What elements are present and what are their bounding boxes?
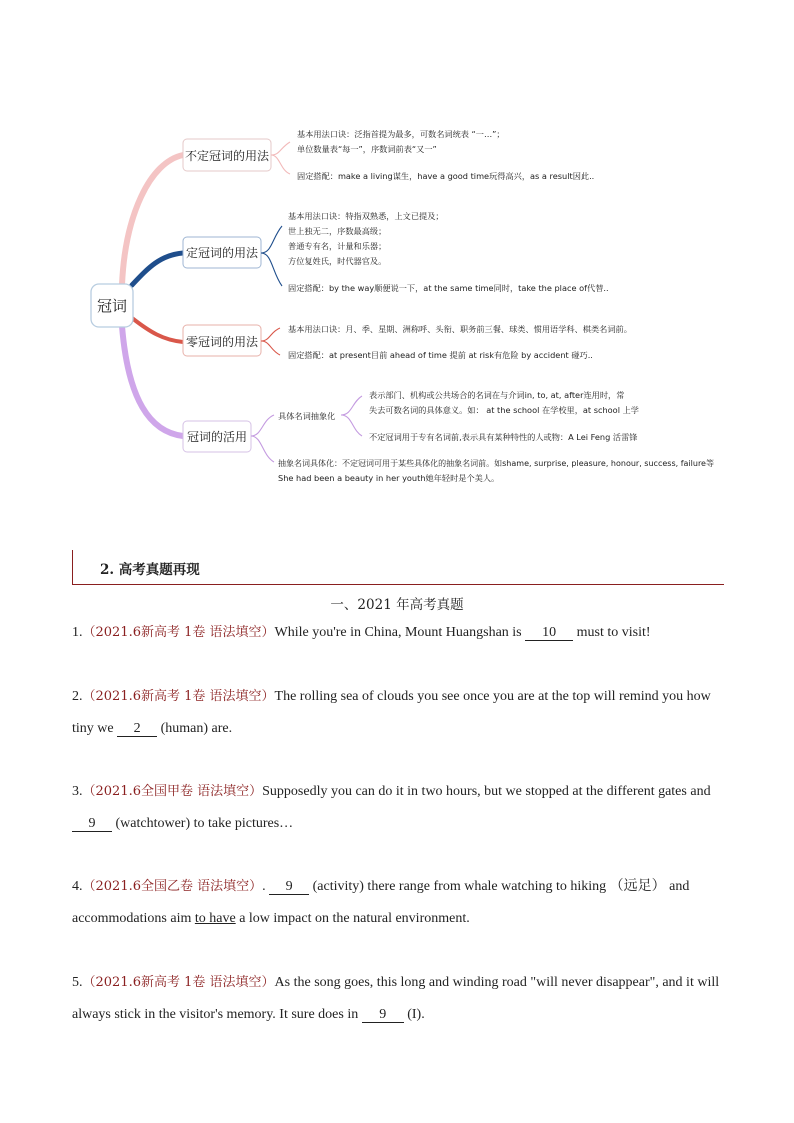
question-number: 5. bbox=[72, 975, 83, 990]
answer-blank[interactable]: 2 bbox=[117, 721, 157, 737]
question-3 bbox=[72, 776, 724, 840]
definite-fixed-phrases: 固定搭配：by the way顺便说一下，at the same time同时，take the place of代替.. bbox=[288, 283, 609, 293]
answer-blank[interactable]: 9 bbox=[362, 1007, 404, 1023]
question-text: The rolling sea of clouds you see once you are at the top will remind you how tiny we bbox=[72, 689, 711, 736]
section-title: 2. 高考真题再现 bbox=[100, 562, 200, 578]
flexible-sub-line-3: 不定冠词用于专有名词前,表示具有某种特性的人或物：A Lei Feng 活雷锋 bbox=[369, 432, 638, 442]
question-5 bbox=[72, 967, 724, 1031]
definite-rule-line-3: 普通专有名，计量和乐器； bbox=[288, 241, 387, 251]
question-text: (activity) there range from whale watching to hiking （远足） and accommodations aim bbox=[72, 879, 690, 926]
exam-year-subtitle: 一、2021 年高考真题 bbox=[330, 597, 464, 613]
question-text: must to visit! bbox=[573, 625, 651, 640]
flexible-abstract-line-1: 抽象名词具体化：不定冠词可用于某些具体化的抽象名词前。如shame, surprise, pleasure, honour, success, failure等 bbox=[278, 458, 714, 468]
question-2 bbox=[72, 681, 724, 745]
question-text: (human) are. bbox=[157, 721, 233, 736]
leaf-connector bbox=[341, 415, 362, 436]
branch-label-flexible: 冠词的活用 bbox=[186, 430, 248, 444]
leaf-connector bbox=[261, 341, 280, 355]
question-number: 3. bbox=[72, 784, 83, 799]
question-text: . bbox=[262, 879, 270, 894]
flexible-sub-line-1: 表示部门、机构或公共场合的名词在与介词in, to, at, after连用时，常 bbox=[369, 390, 625, 400]
definite-rule-line-1: 基本用法口诀：特指双熟悉，上文已提及； bbox=[288, 211, 444, 221]
mindmap-root-label: 冠词 bbox=[96, 297, 128, 315]
question-number: 1. bbox=[72, 625, 83, 640]
mindmap bbox=[0, 0, 794, 510]
leaf-connector bbox=[261, 226, 282, 253]
question-1 bbox=[72, 617, 724, 649]
leaf-connector bbox=[251, 436, 274, 462]
question-source: （2021.6全国甲卷 语法填空） bbox=[82, 784, 263, 799]
question-number: 2. bbox=[72, 689, 83, 704]
question-number: 4. bbox=[72, 879, 83, 894]
leaf-connector bbox=[261, 328, 280, 341]
question-source: （2021.6新高考 1卷 语法填空） bbox=[82, 975, 275, 990]
leaf-connector bbox=[261, 253, 282, 286]
branch-label-indefinite: 不定冠词的用法 bbox=[184, 149, 270, 163]
leaf-connector bbox=[271, 142, 290, 155]
indefinite-rule-line-2: 单位数量表“每一”，序数词前表“又一” bbox=[297, 144, 437, 154]
flexible-sub-line-2: 失去可数名词的具体意义。如： at the school 在学校里，at school 上学 bbox=[369, 405, 639, 415]
answer-blank[interactable]: 10 bbox=[525, 625, 573, 641]
leaf-connector bbox=[251, 415, 274, 436]
indefinite-fixed-phrases: 固定搭配：make a living谋生，have a good time玩得高兴，as a result因此.. bbox=[297, 171, 595, 181]
question-text: As the song goes, this long and winding road "will never disappear", and it will always stick in the visitor's memory. It sure does in bbox=[72, 975, 720, 1022]
answer-blank[interactable]: 9 bbox=[269, 879, 309, 895]
underlined-phrase: to have bbox=[194, 911, 236, 926]
question-text: Supposedly you can do it in two hours, but we stopped at the different gates and bbox=[262, 784, 711, 799]
branch-connector-2 bbox=[132, 253, 183, 285]
branch-label-zero: 零冠词的用法 bbox=[185, 335, 259, 349]
question-source: （2021.6新高考 1卷 语法填空） bbox=[82, 625, 275, 640]
zero-fixed-phrases: 固定搭配：at present目前 ahead of time 提前 at risk有危险 by accident 碰巧.. bbox=[288, 350, 593, 360]
definite-rule-line-4: 方位复姓氏，时代器官及。 bbox=[288, 256, 387, 266]
flexible-abstract-line-2: She had been a beauty in her youth她年轻时是个美人。 bbox=[278, 473, 500, 483]
zero-rule-line: 基本用法口诀：月、季、星期、洲称呼、头衔、职务前三餐、球类、惯用语学科、棋类名词前。 bbox=[288, 324, 632, 334]
indefinite-rule-line-1: 基本用法口诀：泛指首提为最多，可数名词统表 “一…”； bbox=[297, 129, 505, 139]
section-heading bbox=[72, 550, 724, 585]
question-text: (I). bbox=[403, 1007, 425, 1022]
definite-rule-line-2: 世上独无二，序数最高级； bbox=[288, 226, 387, 236]
question-source: （2021.6新高考 1卷 语法填空） bbox=[82, 689, 275, 704]
branch-connector-3 bbox=[132, 318, 183, 342]
question-text: a low impact on the natural environment. bbox=[235, 911, 470, 926]
answer-blank[interactable]: 9 bbox=[72, 816, 112, 832]
question-text: While you're in China, Mount Huangshan is bbox=[274, 625, 526, 640]
flexible-sub-label: 具体名词抽象化 bbox=[278, 411, 336, 421]
leaf-connector bbox=[341, 396, 362, 415]
branch-label-definite: 定冠词的用法 bbox=[185, 246, 259, 260]
question-4 bbox=[72, 871, 724, 935]
question-text: (watchtower) to take pictures… bbox=[112, 816, 294, 831]
question-source: （2021.6全国乙卷 语法填空） bbox=[82, 879, 263, 894]
leaf-connector bbox=[271, 155, 290, 174]
